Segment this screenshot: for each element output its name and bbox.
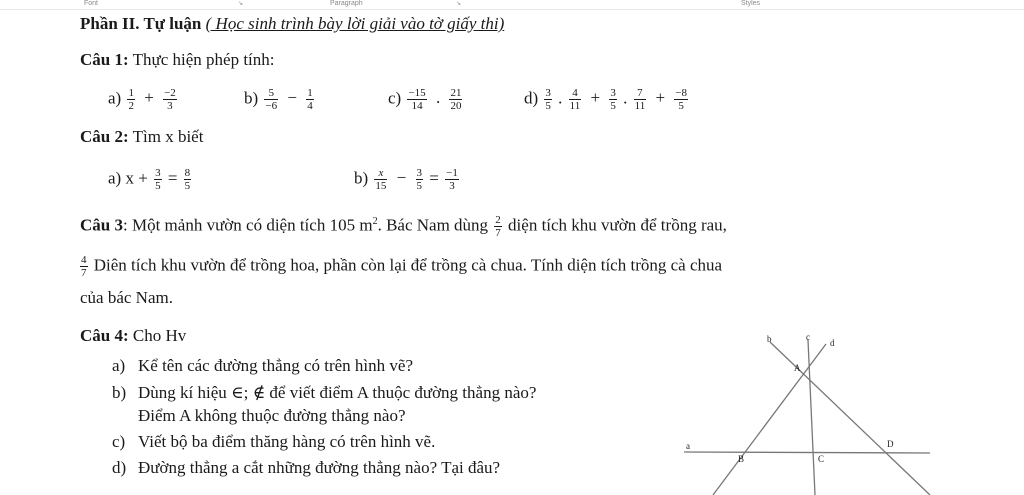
item-text: Dùng kí hiệu ∈; ∉ để viết điểm A thuộc đường thẳng nào? <box>138 383 537 402</box>
q2-part-b <box>354 167 461 192</box>
geometry-figure <box>672 330 1002 495</box>
question-1-text: Thực hiện phép tính: <box>132 50 275 69</box>
item-text: Viết bộ ba điểm thăng hàng có trên hình vẽ. <box>138 432 436 451</box>
q4-item-d <box>112 458 500 478</box>
operator: . <box>435 88 441 108</box>
fraction: $\frac{7}{11}$ <box>634 87 646 112</box>
label-d: d <box>830 338 835 348</box>
item-text: Đường thẳng a cắt những đường thẳng nào? Tại đâu? <box>138 458 501 477</box>
label-c: c <box>806 332 810 342</box>
fraction: $\frac{-8}{5}$ <box>675 87 688 112</box>
section-title: Phần II. Tự luận <box>80 14 202 33</box>
part-label: a) <box>112 356 126 375</box>
label-point-D: D <box>887 439 894 449</box>
label-b: b <box>767 334 772 344</box>
q1-part-b <box>244 87 316 112</box>
part-label: b) <box>112 383 127 402</box>
fraction: $\frac{21}{20}$ <box>450 87 462 112</box>
ribbon-font-label: Font <box>84 0 99 7</box>
question-2-label: Câu 2: <box>80 127 129 146</box>
fraction: $\frac{-15}{14}$ <box>408 87 426 112</box>
part-label: c) <box>112 432 126 451</box>
section-note: ( Học sinh trình bày lời giải vào tờ giấy thi) <box>205 14 505 33</box>
label-point-A: A <box>794 363 801 373</box>
question-2-text: Tìm x biết <box>132 127 204 146</box>
question-3-line-2 <box>78 254 722 279</box>
line-a <box>684 452 930 453</box>
part-label: c) <box>388 88 402 108</box>
q1-part-c <box>388 87 464 112</box>
superscript: 2 <box>372 216 378 227</box>
equals-sign: = <box>167 168 178 188</box>
dialog-launcher-icon[interactable]: ↘ <box>238 1 244 7</box>
label-a: a <box>686 441 690 451</box>
operator: + <box>655 88 666 108</box>
fraction: $\frac{2}{7}$ <box>495 214 501 240</box>
fraction: $\frac{4}{11}$ <box>569 87 581 112</box>
fraction: $\frac{x}{15}$ <box>375 167 387 192</box>
fraction: $\frac{-2}{3}$ <box>164 87 176 112</box>
item-text: Điểm A không thuộc đường thẳng nào? <box>138 406 406 425</box>
part-label: a) <box>108 88 122 108</box>
fraction: $\frac{1}{4}$ <box>307 87 313 112</box>
operator: + <box>590 88 601 108</box>
question-3-line-3 <box>80 288 173 308</box>
question-3-text: Diên tích khu vườn để trồng hoa, phần còn lại để trồng cà chua. Tính diện tích trồng cà chua <box>93 255 723 275</box>
q1-part-d <box>524 87 690 112</box>
fraction: $\frac{3}{5}$ <box>610 87 616 112</box>
section-header <box>80 14 504 34</box>
question-1-heading <box>80 50 275 70</box>
ribbon-divider <box>0 9 1024 10</box>
question-3-text: . Bác Nam dùng <box>377 215 489 235</box>
question-3-line-1 <box>80 212 727 239</box>
question-4-label: Câu 4: <box>80 326 129 345</box>
part-label: b) <box>244 88 259 108</box>
equals-sign: = <box>429 168 439 188</box>
question-3-text: của bác Nam. <box>80 288 173 307</box>
question-4-text: Cho Hv <box>132 326 187 345</box>
fraction: $\frac{-1}{3}$ <box>446 167 458 192</box>
label-point-C: C <box>818 454 825 464</box>
line-d <box>713 344 826 495</box>
ribbon-styles-label: Styles <box>741 0 761 7</box>
question-3-label: Câu 3 <box>80 215 123 235</box>
question-1-label: Câu 1: <box>80 50 129 69</box>
q2-part-a <box>108 167 193 192</box>
operator: . <box>558 88 563 108</box>
part-label: d) <box>112 458 127 477</box>
fraction: $\frac{1}{2}$ <box>128 87 134 112</box>
q4-item-b <box>112 383 536 403</box>
ribbon-strip <box>0 0 1024 10</box>
q4-item-c <box>112 432 435 452</box>
fraction: $\frac{3}{5}$ <box>545 87 551 112</box>
dialog-launcher-icon[interactable]: ↘ <box>456 1 462 7</box>
fraction: $\frac{5}{-6}$ <box>265 87 278 112</box>
q4-item-b-cont <box>112 406 406 426</box>
operator: . <box>623 88 628 108</box>
fraction: $\frac{4}{7}$ <box>81 254 87 279</box>
operator: + <box>138 168 148 188</box>
question-2-heading <box>80 127 203 147</box>
question-4-heading <box>80 326 186 346</box>
ribbon-paragraph-label: Paragraph <box>330 0 363 7</box>
operator: − <box>287 88 297 108</box>
part-label: b) <box>354 168 369 188</box>
fraction: $\frac{3}{5}$ <box>416 167 423 192</box>
part-label: d) <box>524 88 539 108</box>
fraction: $\frac{8}{5}$ <box>184 167 191 192</box>
operator: − <box>396 168 407 188</box>
question-3-text: : Một mảnh vườn có diện tích 105 m <box>122 215 373 235</box>
label-point-B: B <box>738 454 745 464</box>
question-3-text: diện tích khu vườn để trồng rau, <box>508 215 727 235</box>
item-text: Kể tên các đường thẳng có trên hình vẽ? <box>138 356 413 375</box>
part-label: a) <box>108 168 122 188</box>
q1-part-a <box>108 87 179 112</box>
q4-item-a <box>112 356 413 376</box>
fraction: $\frac{3}{5}$ <box>155 167 161 192</box>
variable: x <box>125 168 134 188</box>
operator: + <box>144 88 154 108</box>
